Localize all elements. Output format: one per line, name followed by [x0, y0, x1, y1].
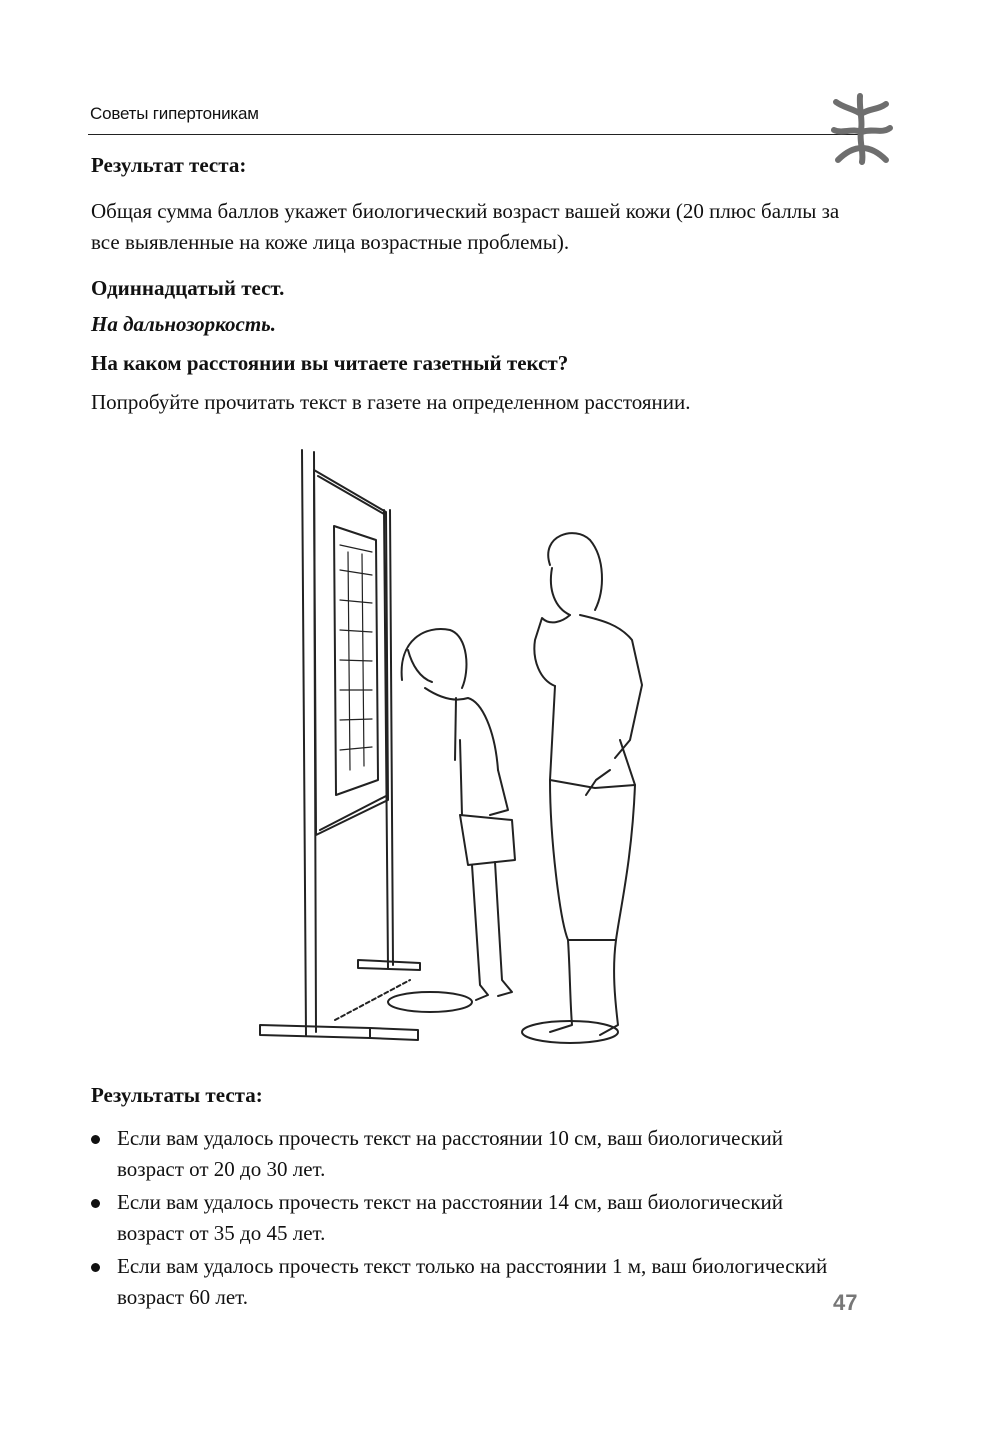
- header-rule: [88, 134, 860, 135]
- test11-subtitle: На дальнозоркость.: [91, 312, 277, 336]
- results-list: [91, 1123, 836, 1315]
- result-item-text: Если вам удалось прочесть текст на расстоянии 10 см, ваш биологический возраст от 20 до 30 лет.: [117, 1126, 784, 1181]
- test-result-heading: Результат теста:: [91, 153, 247, 177]
- list-item: [91, 1123, 836, 1185]
- bullet-dot-icon: [91, 1199, 100, 1208]
- page-number: 47: [833, 1290, 858, 1315]
- bullet-dot-icon: [91, 1263, 100, 1272]
- result-item-text: Если вам удалось прочесть текст на расстоянии 14 см, ваш биологический возраст от 35 до 45 лет.: [117, 1190, 784, 1245]
- test11-instruction: Попробуйте прочитать текст в газете на определенном расстоянии.: [91, 390, 691, 414]
- test-result-text: Общая сумма баллов укажет биологический возраст вашей кожи (20 плюс баллы за все выявленные на коже лица возрастные проблемы).: [91, 199, 840, 254]
- running-head: Советы гипертоникам: [90, 104, 259, 123]
- list-item: [91, 1251, 836, 1313]
- results-heading: Результаты теста:: [91, 1083, 263, 1107]
- bullet-dot-icon: [91, 1135, 100, 1144]
- list-item: [91, 1187, 836, 1249]
- test11-title: Одиннадцатый тест.: [91, 276, 285, 300]
- illustration-reading-test: [250, 440, 670, 1070]
- result-item-text: Если вам удалось прочесть текст только на расстоянии 1 м, ваш биологический возраст 60 лет.: [117, 1254, 828, 1309]
- main-content: [91, 150, 841, 418]
- test11-question: На каком расстоянии вы читаете газетный текст?: [91, 351, 569, 375]
